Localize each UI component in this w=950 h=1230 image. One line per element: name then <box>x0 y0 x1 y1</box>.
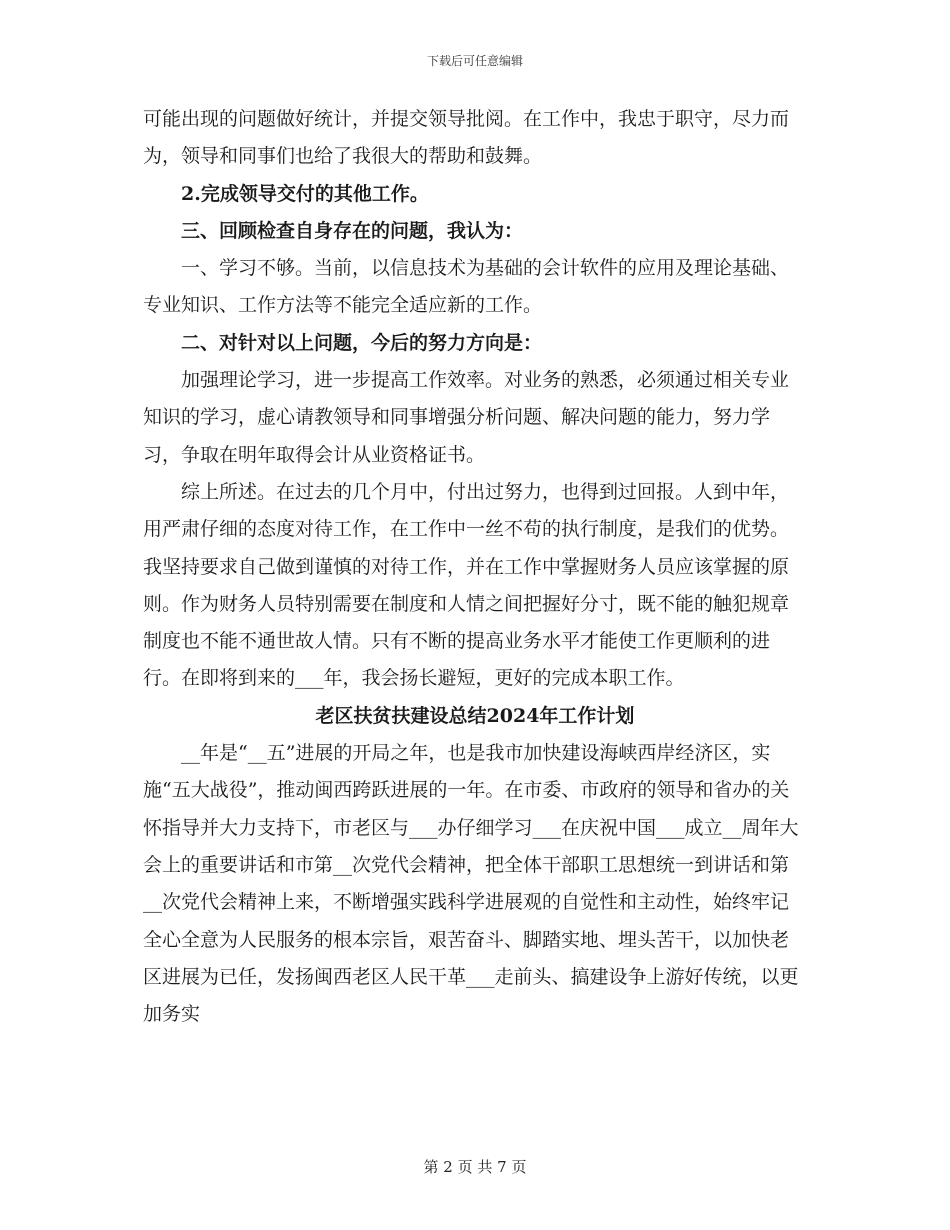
paragraph-2: 2.完成领导交付的其他工作。 <box>181 182 429 205</box>
paragraph-7: 综上所述。在过去的几个月中，付出过努力，也得到过回报。人到中年，用严肃仔细的态度对待工作，在工作中一丝不苟的执行制度，是我们的优势。我坚持要求自己做到谨慎的对待工作，并在工作中掌握财务人员应该掌握的原则。作为财务人员特别需要在制度和人情之间把握好分寸，既不能的触犯规章制度也不能不通世故人情。只有不断的提高业务水平才能使工作更顺利的进行。在即将到来的___年，我会扬长避短，更好的完成本职工作。 <box>143 480 790 690</box>
document-title: 老区扶贫扶建设总结2024年工作计划 <box>315 704 635 727</box>
paragraph-8: __年是“__五”进展的开局之年，也是我市加快建设海峡西岸经济区，实施“五大战役”，推动闽西跨跃进展的一年。在市委、市政府的领导和省办的关怀指导并大力支持下，市老区与___办仔细学习___在庆祝中国___成立__周年大会上的重要讲话和市第__次党代会精神，把全体干部职工思想统一到讲话和第__次党代会精神上来，不断增强实践科学进展观的自觉性和主动性，始终牢记全心全意为人民服务的根本宗旨，艰苦奋斗、脚踏实地、埋头苦干，以加快老区进展为已任，发扬闽西老区人民干革___走前头、搞建设争上游好传统，以更加务实 <box>143 742 799 1026</box>
page-number: 第 2 页 共 7 页 <box>423 1158 527 1176</box>
document-body <box>143 101 807 1033</box>
section-heading-3: 三、回顾检查自身存在的问题，我认为： <box>181 219 524 242</box>
section-heading-5: 二、对针对以上问题，今后的努力方向是： <box>181 331 543 354</box>
paragraph-1: 可能出现的问题做好统计，并提交领导批阅。在工作中，我忠于职守，尽力而为，领导和同事们也给了我很大的帮助和鼓舞。 <box>143 108 790 168</box>
paragraph-6: 加强理论学习，进一步提高工作效率。对业务的熟悉，必须通过相关专业知识的学习，虚心请教领导和同事增强分析问题、解决问题的能力，努力学习，争取在明年取得会计从业资格证书。 <box>143 369 790 466</box>
paragraph-4: 一、学习不够。当前，以信息技术为基础的会计软件的应用及理论基础、专业知识、工作方法等不能完全适应新的工作。 <box>143 257 790 317</box>
page-header: 下载后可任意编辑 <box>426 54 523 68</box>
